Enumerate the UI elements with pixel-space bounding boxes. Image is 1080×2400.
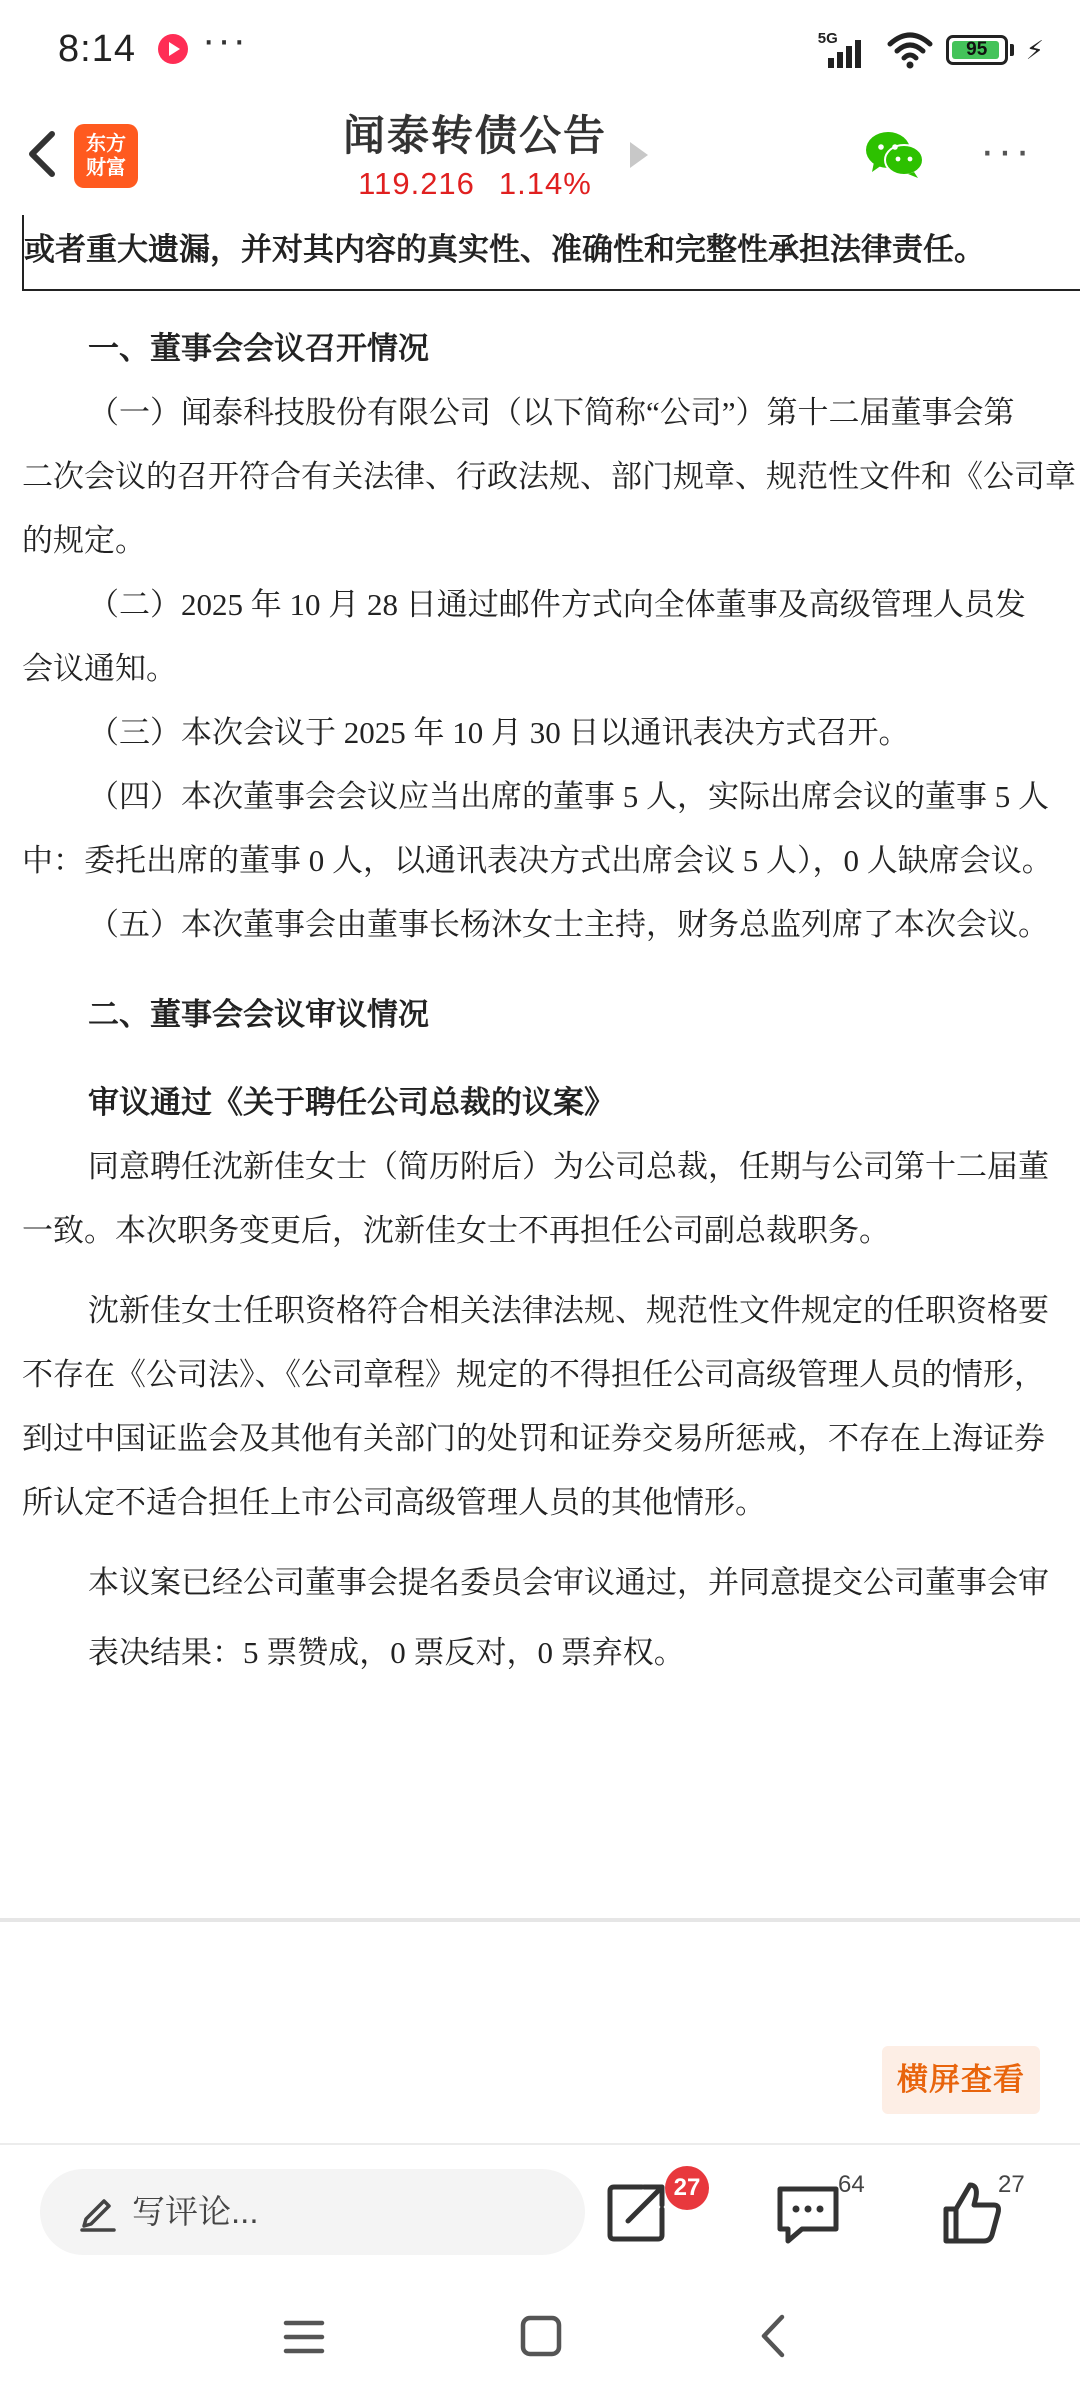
section2-heading: 二、董事会会议审议情况 xyxy=(88,997,429,1032)
status-more-icon: ··· xyxy=(202,18,248,62)
battery-icon xyxy=(946,35,1008,65)
section1-heading: 一、董事会会议召开情况 xyxy=(88,331,429,366)
charging-icon: ⚡ xyxy=(1025,34,1044,65)
back-arrow-icon[interactable] xyxy=(18,124,68,184)
s2-paragraph-1: 同意聘任沈新佳女士（简历附后）为公司总裁，任期与公司第十二届董 一致。本次职务变更后，沈新佳女士不再担任公司副总裁职务。 xyxy=(22,1149,1049,1248)
vote-result: 表决结果：5 票赞成，0 票反对，0 票弃权。 xyxy=(88,1635,685,1670)
disclaimer-line: 或者重大遗漏，并对其内容的真实性、准确性和完整性承担法律责任。 xyxy=(24,232,985,267)
home-icon[interactable] xyxy=(516,2311,566,2361)
stock-quote xyxy=(300,164,650,204)
wechat-share-icon[interactable] xyxy=(864,128,926,180)
comment-placeholder: 写评论... xyxy=(132,2193,259,2230)
share-count-badge: 27 xyxy=(665,2166,709,2210)
s1-paragraph-3: （三）本次会议于 2025 年 10 月 30 日以通讯表决方式召开。 xyxy=(88,715,910,750)
app-logo[interactable]: 东方 财富 xyxy=(74,124,138,188)
battery-tip xyxy=(1010,44,1014,56)
motion-heading: 审议通过《关于聘任公司总裁的议案》 xyxy=(88,1085,615,1120)
comment-icon[interactable] xyxy=(768,2173,848,2253)
menu-icon[interactable] xyxy=(280,2313,328,2361)
document-body xyxy=(22,215,1080,1685)
status-indicators xyxy=(818,28,1044,72)
page-header xyxy=(0,100,1080,215)
system-navigation-bar xyxy=(0,2273,1080,2400)
signal-icon xyxy=(818,30,874,70)
disclaimer-box xyxy=(22,215,1080,291)
s1-paragraph-2: （二）2025 年 10 月 28 日通过邮件方式向全体董事及高级管理人员发 会议通知。 xyxy=(22,587,1026,686)
notification-app-icon xyxy=(158,34,188,64)
comment-input[interactable] xyxy=(40,2169,585,2255)
page-title: 闻泰转债公告 xyxy=(342,112,607,159)
status-bar xyxy=(0,0,1080,100)
announcement-document[interactable] xyxy=(0,215,1080,1920)
s2-paragraph-2: 沈新佳女士任职资格符合相关法律法规、规范性文件规定的任职资格要 不存在《公司法》、《公司章程》规定的不得担任公司高级管理人员的情形， 到过中国证监会及其他有关部门的处罚和证券交易所惩戒，不存在上海证券 所认定不适合担任上市公司高级管理人员的其他情形。 xyxy=(22,1293,1049,1520)
network-type-label: 5G xyxy=(817,30,838,47)
play-arrow-icon[interactable] xyxy=(630,142,648,168)
nav-back-icon[interactable] xyxy=(752,2311,796,2361)
document-divider xyxy=(0,1918,1080,1922)
more-options-icon[interactable]: ··· xyxy=(980,126,1033,175)
comment-count: 64 xyxy=(838,2171,865,2198)
s1-paragraph-5: （五）本次董事会由董事长杨沐女士主持，财务总监列席了本次会议。 xyxy=(88,907,1049,942)
wifi-icon xyxy=(886,30,934,70)
s2-paragraph-3: 本议案已经公司董事会提名委员会审议通过，并同意提交公司董事会审 xyxy=(88,1565,1049,1600)
like-count: 27 xyxy=(998,2171,1025,2198)
s1-paragraph-1: （一）闻泰科技股份有限公司（以下简称“公司”）第十二届董事会第 二次会议的召开符合有关法律、行政法规、部门规章、规范性文件和《公司章 的规定。 xyxy=(22,395,1076,558)
stock-price: 119.216 xyxy=(358,166,475,201)
status-time: 8:14 xyxy=(58,28,136,70)
pencil-icon xyxy=(78,2191,118,2233)
stock-title-block[interactable] xyxy=(300,108,650,204)
s1-paragraph-4: （四）本次董事会会议应当出席的董事 5 人，实际出席会议的董事 5 人 中：委托出席的董事 0 人，以通讯表决方式出席会议 5 人），0 人缺席会议。 xyxy=(22,779,1053,878)
stock-change: 1.14% xyxy=(498,166,592,201)
battery-level: 95 xyxy=(966,39,988,60)
landscape-view-button[interactable]: 横屏查看 xyxy=(882,2046,1040,2114)
bottom-action-bar xyxy=(0,2143,1080,2275)
